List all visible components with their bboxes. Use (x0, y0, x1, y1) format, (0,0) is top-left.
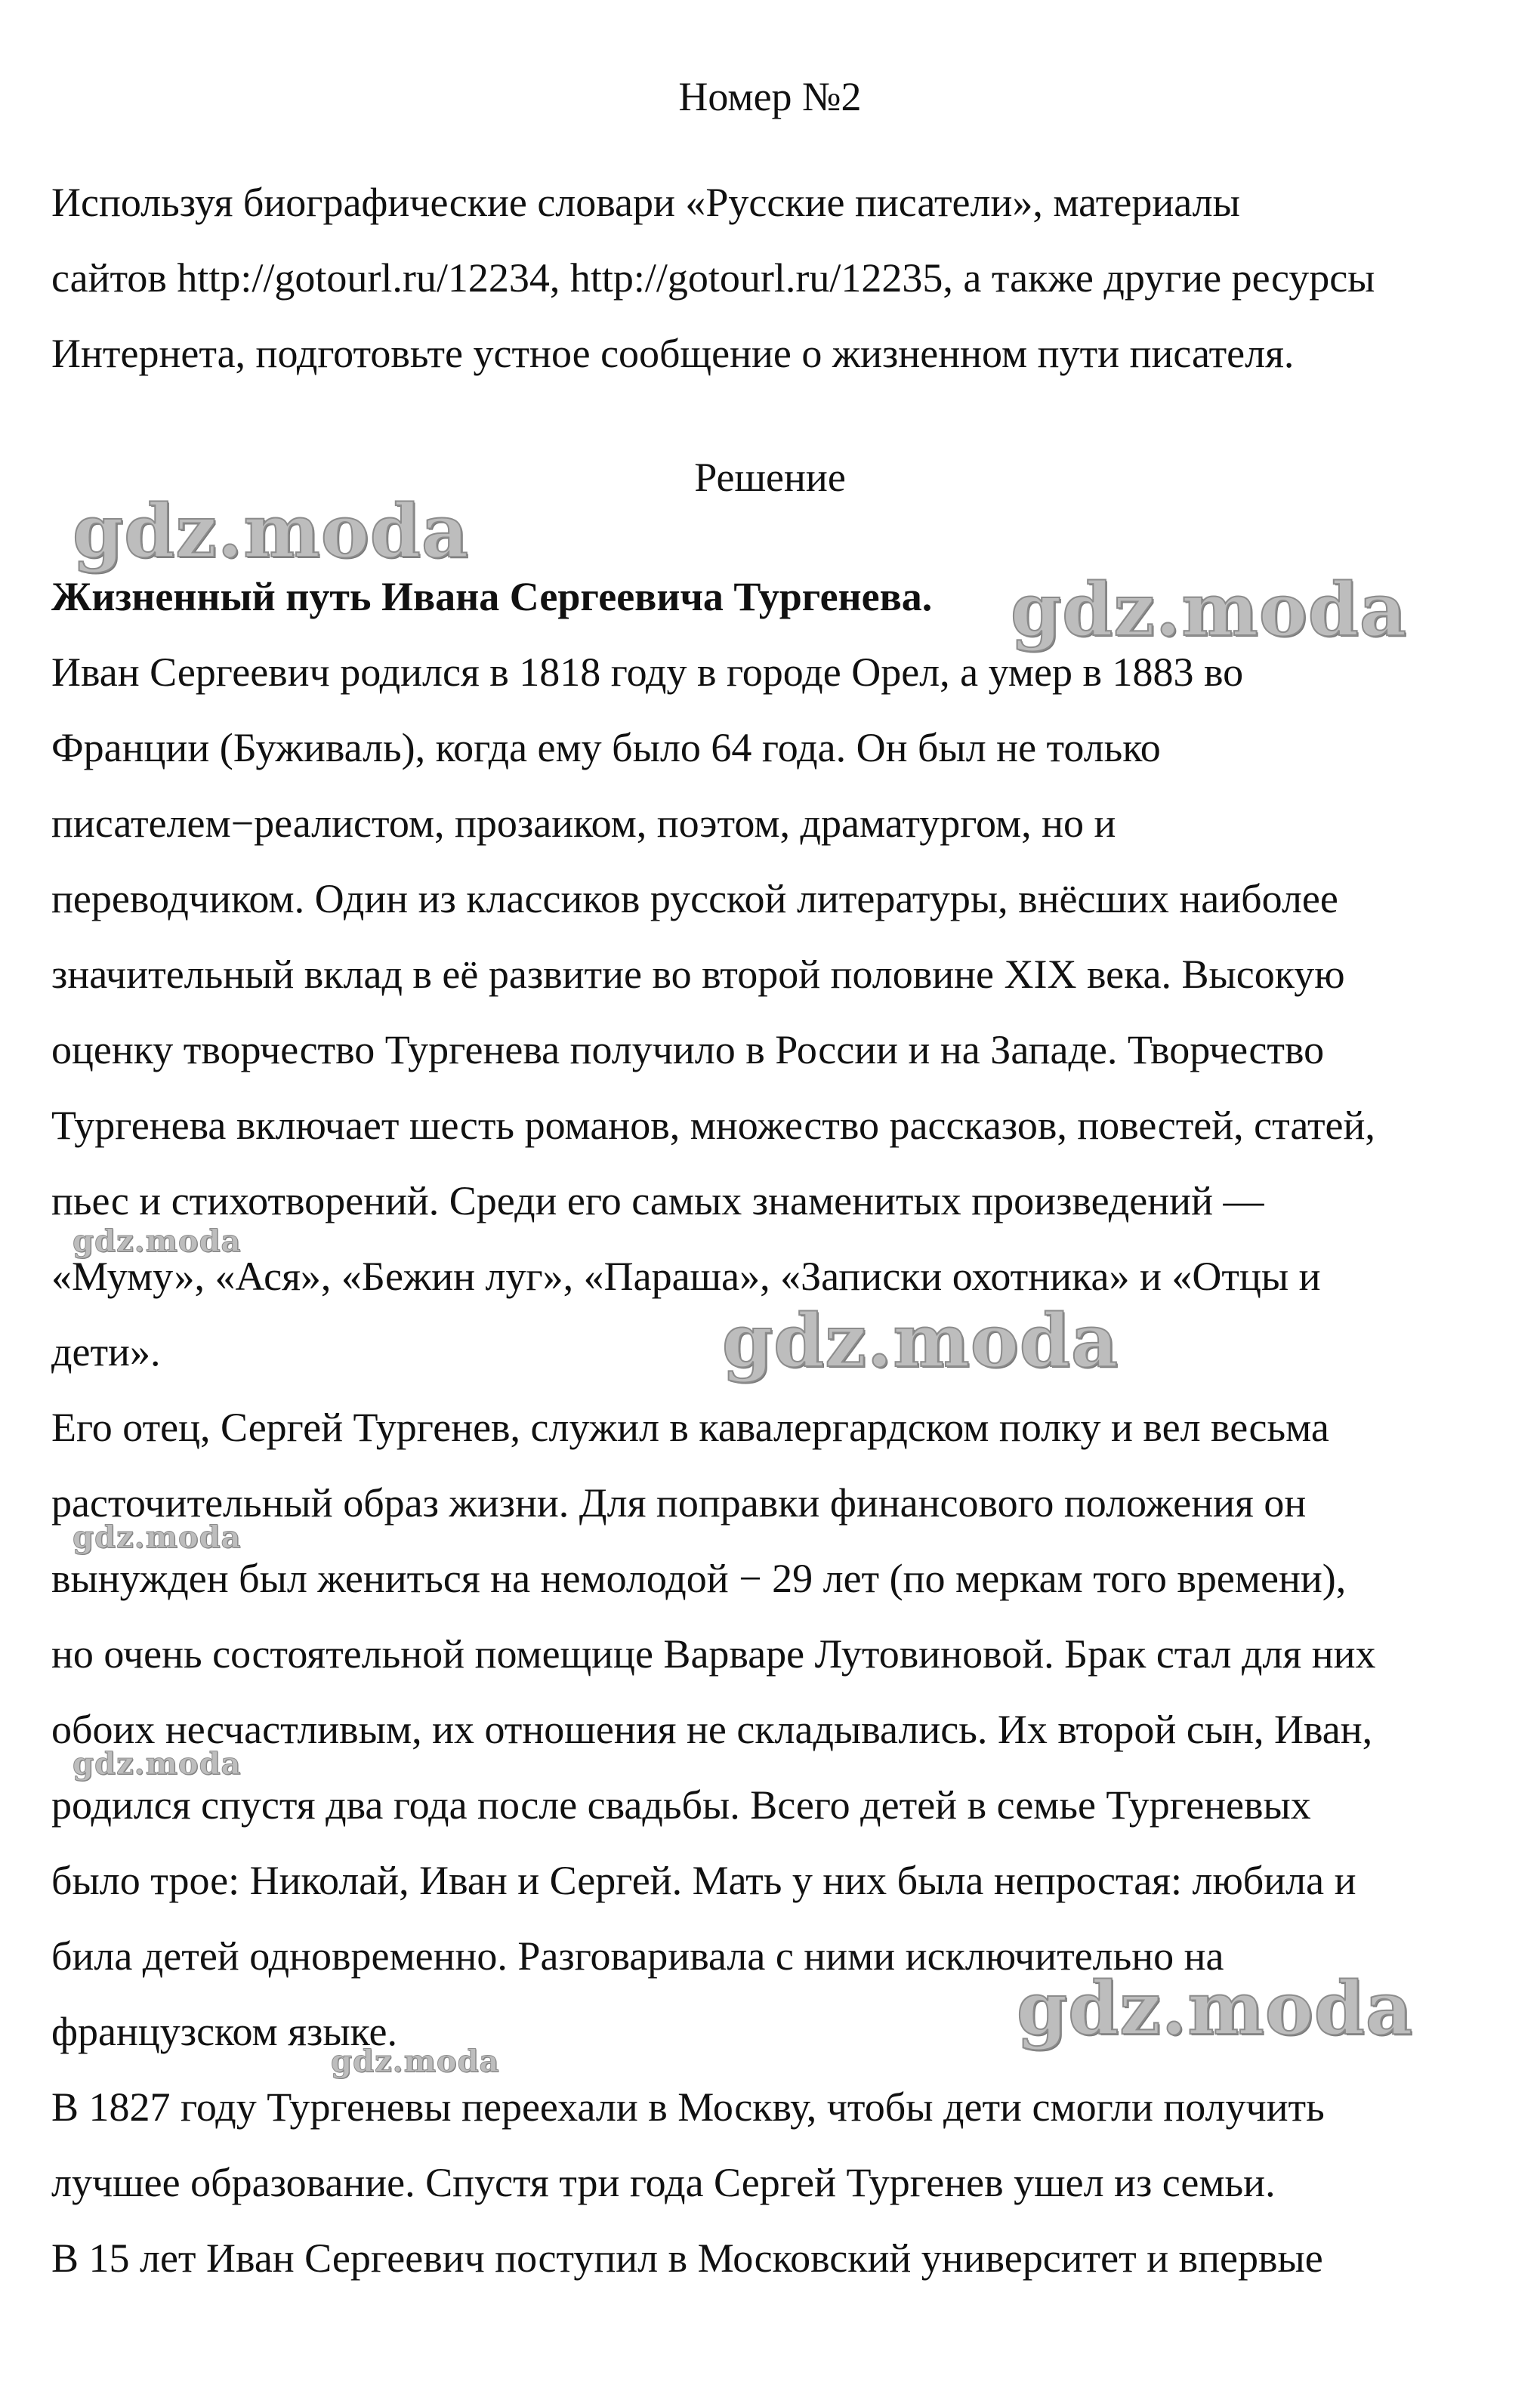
solution-heading: Решение (694, 455, 846, 500)
body-line-19: французском языке. (51, 2009, 397, 2054)
body-line-17: было трое: Николай, Иван и Сергей. Мать у них была непростая: любила и (51, 1858, 1356, 1903)
body-line-16: родился спустя два года после свадьбы. Всего детей в семье Тургеневых (51, 1782, 1311, 1828)
task-text-line-1: Используя биографические словари «Русские писатели», материалы (51, 180, 1240, 225)
watermark-logo: gdz.moda (73, 1746, 242, 1782)
watermark-logo: gdz.moda (722, 1298, 1119, 1384)
body-line-22: В 15 лет Иван Сергеевич поступил в Московский университет и впервые (51, 2235, 1323, 2281)
body-line-3: писателем−реалистом, прозаиком, поэтом, драматургом, но и (51, 801, 1116, 846)
watermark-logo: gdz.moda (1011, 567, 1408, 653)
task-text-line-2: сайтов http://gotourl.ru/12234, http://gotourl.ru/12235, а также другие ресурсы (51, 255, 1375, 301)
body-line-8: пьес и стихотворений. Среди его самых знаменитых произведений — (51, 1178, 1264, 1223)
body-line-14: но очень состоятельной помещице Варваре Лутовиновой. Брак стал для них (51, 1631, 1376, 1677)
task-text-line-3: Интернета, подготовьте устное сообщение о жизненном пути писателя. (51, 331, 1295, 376)
body-line-1: Иван Сергеевич родился в 1818 году в городе Орел, а умер в 1883 во (51, 649, 1244, 695)
watermark-logo: gdz.moda (73, 489, 470, 574)
article-title: Жизненный путь Ивана Сергеевича Тургенева. (51, 574, 933, 619)
body-line-18: била детей одновременно. Разговаривала с ними исключительно на (51, 1933, 1224, 1979)
body-line-21: лучшее образование. Спустя три года Сергей Тургенев ушел из семьи. (51, 2160, 1276, 2205)
body-line-6: оценку творчество Тургенева получило в России и на Западе. Творчество (51, 1027, 1325, 1072)
body-line-15: обоих несчастливым, их отношения не складывались. Их второй сын, Иван, (51, 1707, 1373, 1752)
body-line-10: дети». (51, 1329, 161, 1374)
body-line-4: переводчиком. Один из классиков русской литературы, внёсших наиболее (51, 876, 1338, 921)
task-number-heading: Номер №2 (678, 74, 862, 119)
body-line-7: Тургенева включает шесть романов, множество рассказов, повестей, статей, (51, 1103, 1375, 1148)
body-line-9: «Муму», «Ася», «Бежин луг», «Параша», «Записки охотника» и «Отцы и (51, 1254, 1321, 1299)
body-line-5: значительный вклад в её развитие во второй половине XIX века. Высокую (51, 952, 1345, 997)
body-line-13: вынужден был жениться на немолодой − 29 лет (по меркам того времени), (51, 1556, 1347, 1601)
body-line-12: расточительный образ жизни. Для поправки финансового положения он (51, 1480, 1307, 1526)
body-line-11: Его отец, Сергей Тургенев, служил в кавалергардском полку и вел весьма (51, 1405, 1329, 1450)
watermark-logo: gdz.moda (331, 2044, 500, 2079)
body-line-2: Франции (Буживаль), когда ему было 64 года. Он был не только (51, 725, 1161, 770)
body-line-20: В 1827 году Тургеневы переехали в Москву, чтобы дети смогли получить (51, 2084, 1325, 2130)
watermark-logo: gdz.moda (1017, 1966, 1414, 2051)
watermark-logo: gdz.moda (73, 1223, 242, 1259)
watermark-logo: gdz.moda (73, 1519, 242, 1555)
